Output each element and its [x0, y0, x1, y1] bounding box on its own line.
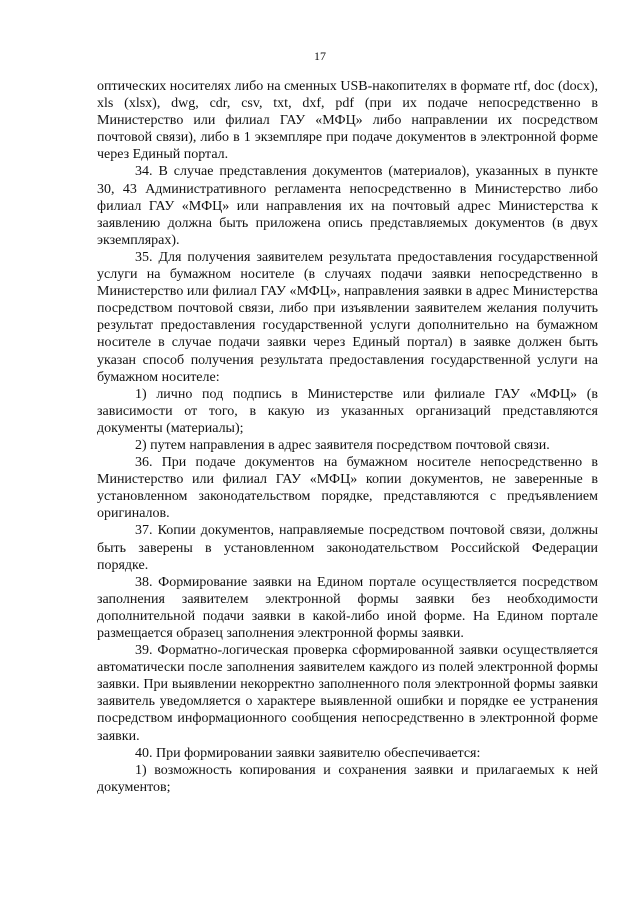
- paragraph-34: 34. В случае представления документов (материалов), указанных в пункте 30, 43 Административного регламента непосредственно в Министерство либо филиал ГАУ «МФЦ» или направления их на почтовый адрес Министерства к заявлению должна быть приложена опись представляемых документов (в двух экземплярах).: [97, 164, 598, 248]
- paragraph-40: 40. При формировании заявки заявителю обеспечивается:: [135, 745, 481, 761]
- paragraph-37: 37. Копии документов, направляемые посредством почтовой связи, должны быть заверены в установленном законодательством Российской Федерации порядке.: [97, 523, 598, 573]
- paragraph-38: 38. Формирование заявки на Едином портале осуществляется посредством заполнения заявителем электронной формы заявки без необходимости дополнительной подачи заявки в какой-либо иной форме. На Едином портале размещается образец заполнения электронной формы заявки.: [97, 574, 598, 641]
- paragraph-35-item-2: 2) путем направления в адрес заявителя посредством почтовой связи.: [135, 437, 550, 453]
- paragraph-35-item-1: 1) лично под подпись в Министерстве или филиале ГАУ «МФЦ» (в зависимости от того, в какую из указанных организаций представляются документы (материалы);: [97, 386, 598, 436]
- paragraph-39: 39. Форматно-логическая проверка сформированной заявки осуществляется автоматически после заполнения заявителем каждого из полей электронной формы заявки. При выявлении некорректно заполненного поля электронной формы заявки заявитель уведомляется о характере выявленной ошибки и порядке ее устранения посредством информационного сообщения непосредственно в электронной форме заявки.: [97, 643, 598, 744]
- paragraph-continuation: оптических носителях либо на сменных USB-накопителях в формате rtf, doc (docx), xls (xlsx), dwg, cdr, csv, txt, dxf, pdf (при их подаче непосредственно в Министерство или филиал ГАУ «МФЦ» либо направлении их посредством почтовой связи), либо в 1 экземпляре при подаче документов в электронной форме через Единый портал.: [97, 79, 598, 163]
- page-number: 17: [314, 49, 326, 63]
- paragraph-40-item-1: 1) возможность копирования и сохранения заявки и прилагаемых к ней документов;: [97, 762, 598, 795]
- paragraph-35: 35. Для получения заявителем результата предоставления государственной услуги на бумажном носителе (в случаях подачи заявки непосредственно в Министерство или филиал ГАУ «МФЦ», направления заявки в адрес Министерства посредством почтовой связи, либо при изъявлении заявителем желания получить результат предоставления государственной услуги дополнительно на бумажном носителе в случае подачи заявки через Единый портал) в заявке должен быть указан способ получения результата предоставления государственной услуги на бумажном носителе:: [97, 249, 598, 385]
- page-body: [97, 78, 598, 796]
- paragraph-36: 36. При подаче документов на бумажном носителе непосредственно в Министерство или филиал ГАУ «МФЦ» копии документов, не заверенные в установленном законодательством порядке, представляются с предъявлением оригиналов.: [97, 455, 598, 522]
